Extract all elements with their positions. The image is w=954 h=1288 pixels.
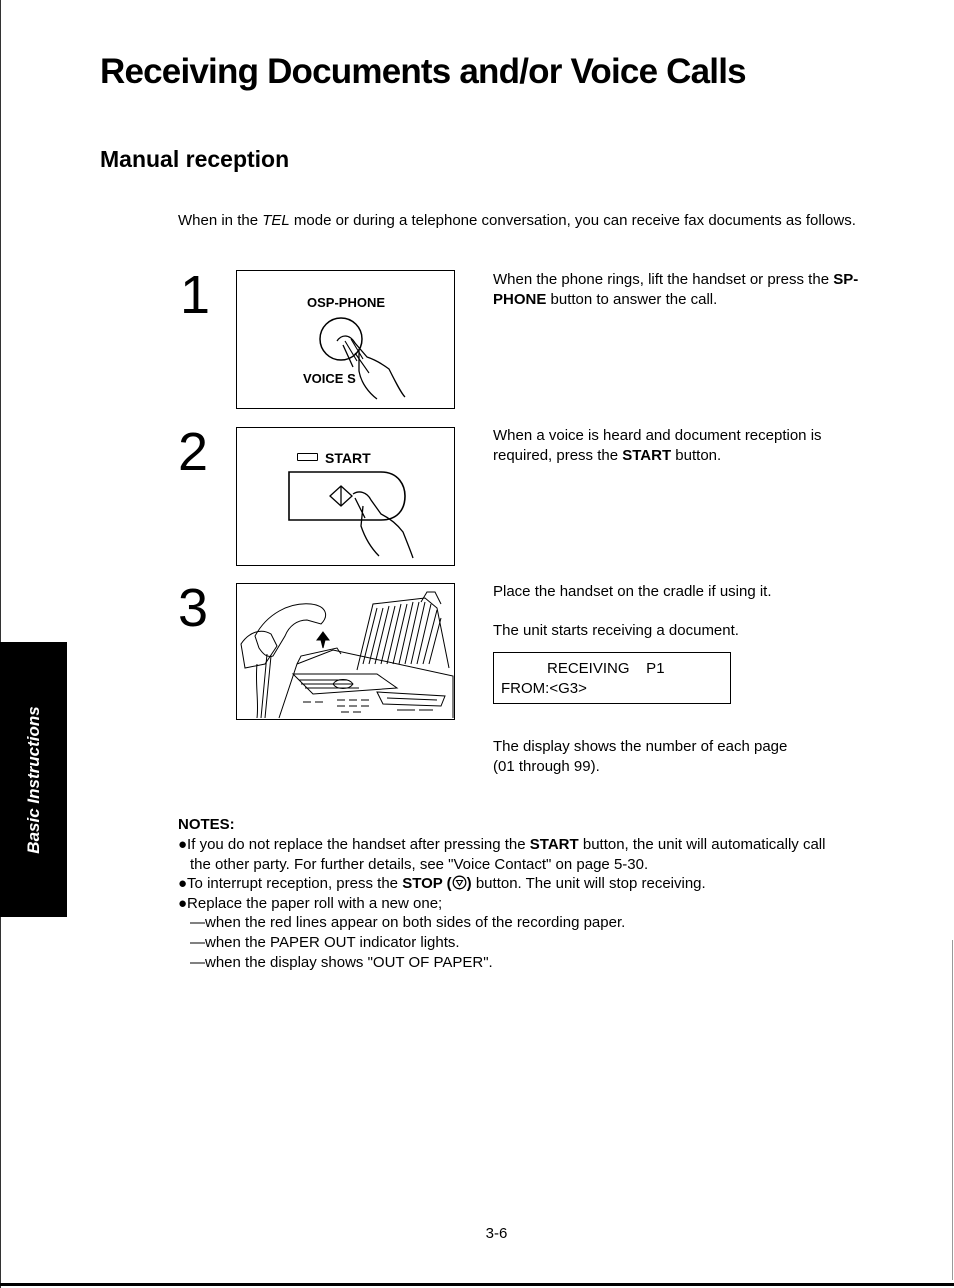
stop-paren: ( [442, 875, 452, 892]
intro-text: When in the [178, 212, 263, 229]
step-3-text-2: The unit starts receiving a document. [493, 622, 739, 639]
note-text: ●If you do not replace the handset after pressing the [178, 836, 530, 853]
start-icon [297, 453, 318, 461]
note-1-cont: the other party. For further details, see "Voice Contact" on page 5-30. [190, 856, 649, 873]
lcd-line-1: RECEIVING P1 [547, 660, 665, 677]
note-3-item: —when the red lines appear on both sides of the recording paper. [190, 914, 626, 931]
start-button-figure [236, 427, 455, 566]
note-2 [178, 874, 706, 894]
stop-paren: ) [466, 875, 472, 892]
note-1 [178, 835, 825, 855]
side-tab-label: Basic Instructions [23, 705, 43, 854]
sp-phone-figure [236, 270, 455, 409]
intro-text: mode or during a telephone conversation, you can receive fax documents as follows. [289, 212, 856, 229]
figure-label: VOICE S [303, 371, 356, 386]
stop-label: STOP [402, 875, 443, 892]
notes-heading: NOTES: [178, 816, 235, 833]
page-border [0, 1283, 954, 1286]
page-number: 3-6 [485, 1225, 508, 1242]
pointing-hand-icon [297, 311, 447, 406]
intro-paragraph [178, 211, 878, 231]
lcd-display [493, 652, 731, 704]
step-text: When the phone rings, lift the handset or press the [493, 271, 834, 288]
note-text: ●To interrupt reception, press the [178, 875, 403, 892]
step-text: button to answer the call. [546, 291, 718, 308]
step-text: When a voice is heard and document reception is required, press the [493, 427, 822, 464]
display-explanation-1: The display shows the number of each page [493, 738, 788, 755]
section-title: Manual reception [100, 146, 290, 172]
note-3: ●Replace the paper roll with a new one; [178, 895, 443, 912]
lcd-line-2: FROM:<G3> [501, 680, 587, 697]
step-1-text [493, 270, 873, 310]
display-explanation-2: (01 through 99). [493, 758, 600, 775]
fax-machine-icon [237, 584, 454, 719]
intro-mode: TEL [262, 212, 290, 229]
note-text: button. The unit will stop receiving. [471, 875, 706, 892]
note-3-item: —when the PAPER OUT indicator lights. [190, 934, 460, 951]
stop-icon [452, 875, 467, 890]
note-text: button, the unit will automatically call [578, 836, 826, 853]
figure-label: START [325, 450, 371, 466]
step-number: 1 [180, 265, 211, 325]
pointing-hand-icon [285, 468, 450, 563]
step-number: 2 [178, 422, 209, 482]
start-label: START [622, 447, 672, 464]
sp-phone-label: SP-PHONE [493, 271, 859, 308]
note-3-item: —when the display shows "OUT OF PAPER". [190, 954, 493, 971]
section-side-tab [0, 642, 67, 917]
fax-machine-figure [236, 583, 455, 720]
step-text: button. [671, 447, 722, 464]
page-title: Receiving Documents and/or Voice Calls [100, 52, 746, 91]
figure-label: OSP-PHONE [307, 295, 386, 310]
step-number: 3 [178, 578, 209, 638]
start-label: START [529, 836, 579, 853]
step-2-text [493, 426, 873, 466]
step-3-text-1: Place the handset on the cradle if using it. [493, 583, 772, 600]
